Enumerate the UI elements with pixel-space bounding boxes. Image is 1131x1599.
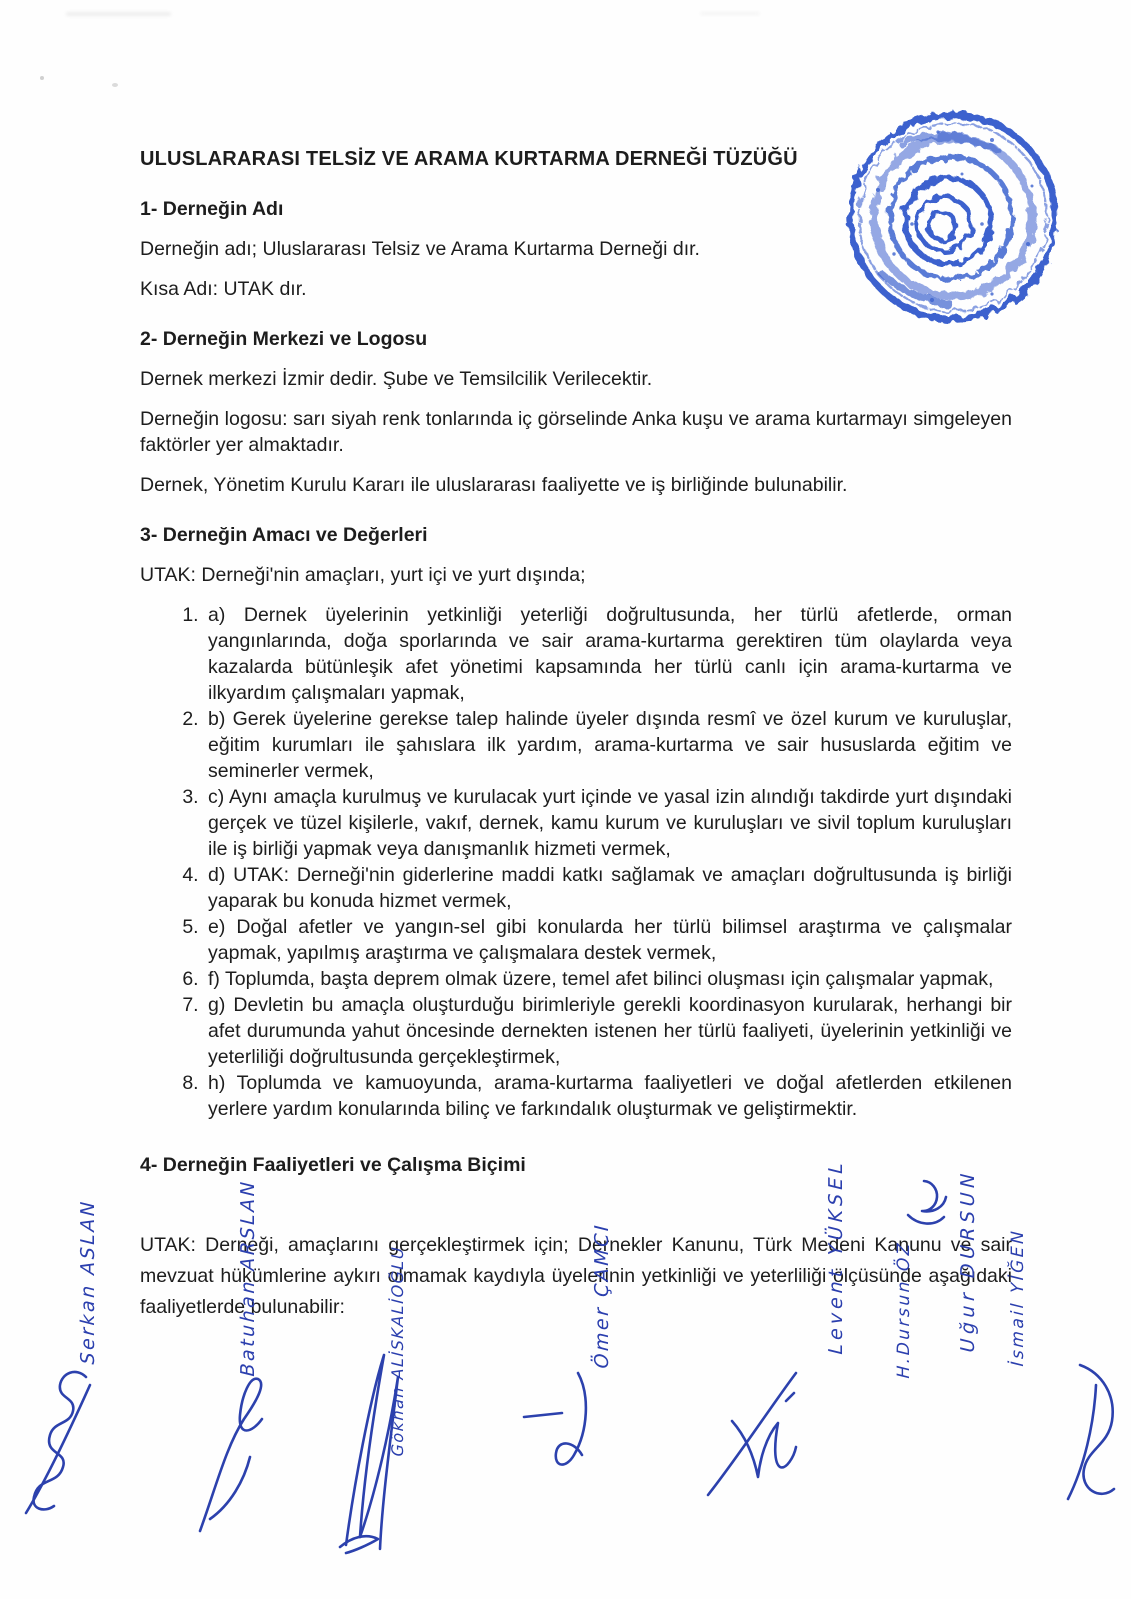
scan-smudge xyxy=(66,12,171,16)
paragraph: Kısa Adı: UTAK dır. xyxy=(140,278,307,300)
purpose-list xyxy=(140,602,1012,1122)
signature-name: Batuhan ARSLAN xyxy=(237,1178,259,1378)
list-item: 1. a) Dernek üyelerinin yetkinliği yeterliği doğrultusunda, her türlü afetlerde, orman yangınlarında, doğa sporlarında ve sair arama-kurtarma gerektiren tüm olaylarda veya kazalarda bütünleşik afet yönetimi kapsamında her türlü canlı için arama-kurtarma ve ilkyardım çalışmaları yapmak, xyxy=(204,602,1012,706)
section-2 xyxy=(140,326,1012,498)
scan-smudge xyxy=(700,12,760,15)
list-item: 6. f) Toplumda, başta deprem olmak üzere, temel afet bilinci oluşması için çalışmalar yapmak, xyxy=(204,966,1012,992)
section-1-heading: 1- Derneğin Adı xyxy=(140,198,284,220)
section-2-heading: 2- Derneğin Merkezi ve Logosu xyxy=(140,328,428,350)
section-3 xyxy=(140,522,1012,1122)
signature-name: Gökhan ALİSKALİOĞLU xyxy=(388,1245,407,1457)
paragraph: Dernek merkezi İzmir dedir. Şube ve Temsilcilik Verilecektir. xyxy=(140,368,653,390)
paragraph: UTAK: Derneği'nin amaçları, yurt içi ve yurt dışında; xyxy=(140,564,586,586)
signature-name: Serkan ASLAN xyxy=(77,1198,99,1366)
document-body xyxy=(140,146,1012,1323)
list-item: 8. h) Toplumda ve kamuoyunda, arama-kurtarma faaliyetleri ve doğal afetlerden etkilenen yerlere yardım konularında bilinç ve farkındalık oluşturmak ve geliştirmektir. xyxy=(204,1070,1012,1122)
list-item: 5. e) Doğal afetler ve yangın-sel gibi konularda her türlü bilimsel araştırma ve çalışmalar yapmak, yapılmış araştırma ve çalışmalara destek vermek, xyxy=(204,914,1012,966)
section-4-heading: 4- Derneğin Faaliyetleri ve Çalışma Biçimi xyxy=(140,1154,526,1176)
signature-name: H.Dursun ÖZ xyxy=(894,1240,914,1379)
paragraph: Derneğin adı; Uluslararası Telsiz ve Arama Kurtarma Derneği dır. xyxy=(140,238,700,260)
section-1 xyxy=(140,196,1012,302)
paragraph: UTAK: Derneği, amaçlarını gerçekleştirmek için; Dernekler Kanunu, Türk Medeni Kanunu ve sair mevzuat hükümlerine aykırı olmamak kaydıyla üyelerinin yetkinliği ve yeterliliği ölçüsünde aşağıdaki faaliyetlerde bulunabilir: xyxy=(140,1234,1012,1318)
section-4 xyxy=(140,1152,1012,1323)
signature-name: Uğur DURSUN xyxy=(957,1168,979,1354)
signature-name: Ömer ÇAMCI xyxy=(591,1222,613,1370)
document-title: ULUSLARARASI TELSİZ VE ARAMA KURTARMA DERNEĞİ TÜZÜĞÜ xyxy=(140,148,798,170)
list-item: 7. g) Devletin bu amaçla oluşturduğu birimleriyle gerekli koordinasyon kurularak, herhangi bir afet durumunda yahut öncesinde dernekten istenen her türlü faaliyeti, üyelerinin yetkinliği ve yeterliliği doğrultusunda gerçekleştirmek, xyxy=(204,992,1012,1070)
signature-name: Levent YÜKSEL xyxy=(825,1158,847,1356)
scan-speck xyxy=(40,76,44,80)
scan-speck xyxy=(112,83,118,87)
list-item: 4. d) UTAK: Derneği'nin giderlerine maddi katkı sağlamak ve amaçları doğrultusunda iş birliği yaparak bu konuda hizmet vermek, xyxy=(204,862,1012,914)
list-item: 2. b) Gerek üyelerine gerekse talep halinde üyeler dışında resmî ve özel kurum ve kuruluşlar, eğitim kurumları ile şahıslara ilk yardım, arama-kurtarma ve sair hususlarda eğitim ve seminerler vermek, xyxy=(204,706,1012,784)
section-3-heading: 3- Derneğin Amacı ve Değerleri xyxy=(140,524,428,546)
list-item: 3. c) Aynı amaçla kurulmuş ve kurulacak yurt içinde ve yasal izin alındığı takdirde yurt dışındaki gerçek ve tüzel kişilerle, vakıf, dernek, kamu kurum ve kuruluşları ve sivil toplum kuruluşları ile iş birliği yapmak veya danışmanlık hizmeti vermek, xyxy=(204,784,1012,862)
signature-name: İsmail YİĞEN xyxy=(1008,1228,1028,1367)
paragraph: Derneğin logosu: sarı siyah renk tonlarında iç görselinde Anka kuşu ve arama kurtarmayı simgeleyen faktörler yer almaktadır. xyxy=(140,408,1012,456)
paragraph: Dernek, Yönetim Kurulu Kararı ile uluslararası faaliyette ve iş birliğinde bulunabilir. xyxy=(140,474,848,496)
